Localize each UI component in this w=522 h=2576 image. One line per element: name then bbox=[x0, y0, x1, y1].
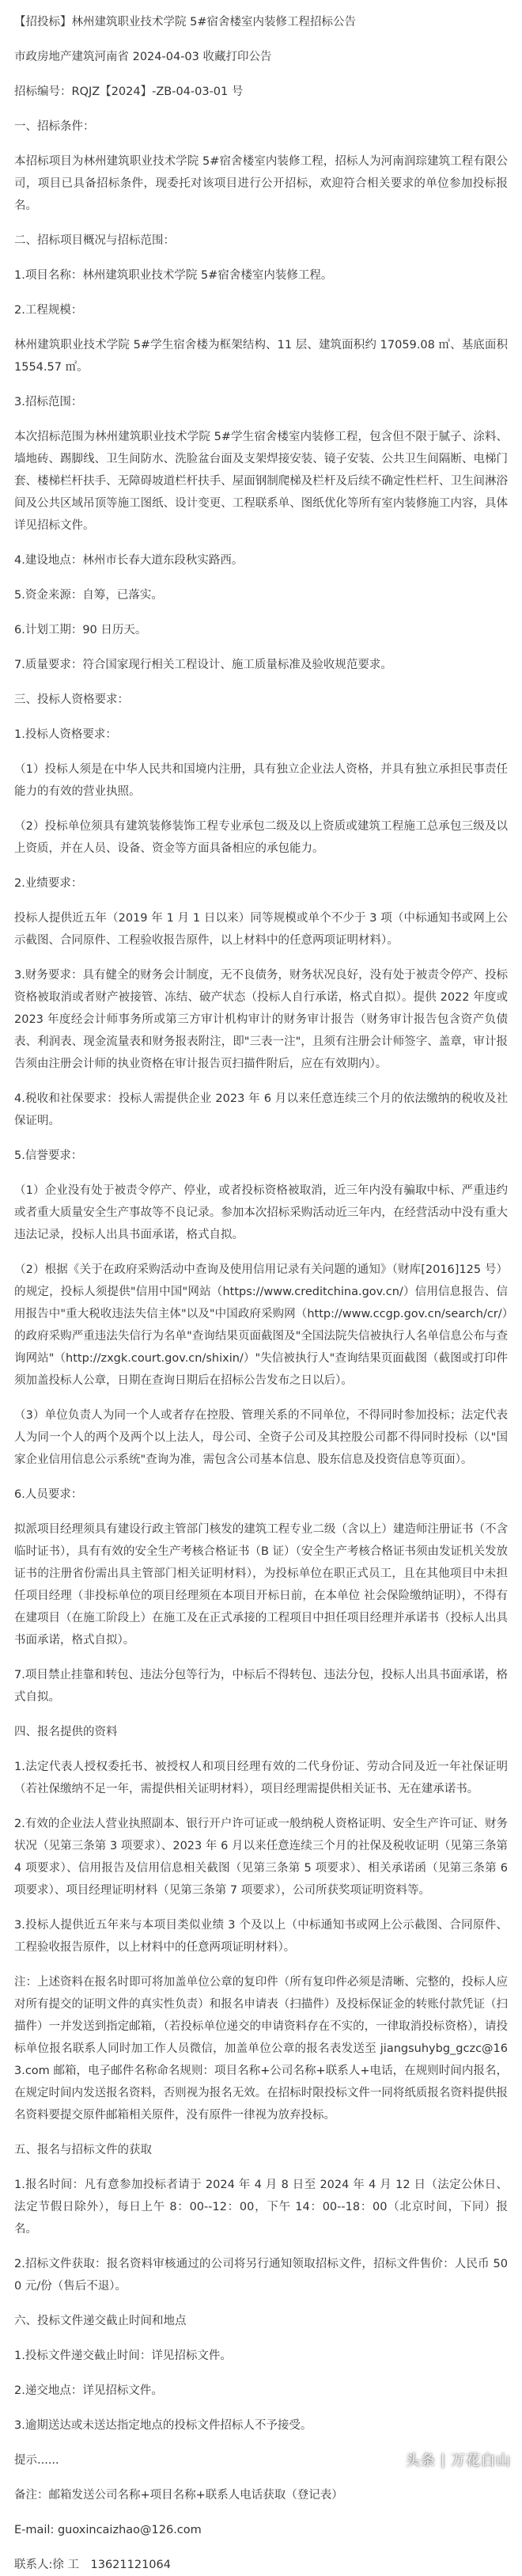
paragraph: 6.人员要求： bbox=[14, 1488, 83, 1501]
paragraph: 7.质量要求：符合国家现行相关工程设计、施工质量标准及验收规范要求。 bbox=[14, 659, 392, 671]
paragraph: （1）投标人须是在中华人民共和国境内注册，具有独立企业法人资格，并具有独立承担民事责任能力的有效的营业执照。 bbox=[14, 763, 508, 798]
watermark-separator: | bbox=[440, 2451, 446, 2468]
paragraph: 投标人提供近五年（2019 年 1 月 1 日以来）同等规模或单个不少于 3 项（中标通知书或网上公示截图、合同原件、工程验收报告原件，以上材料中的任意两项证明材料）。 bbox=[14, 912, 508, 947]
bid-number: 招标编号：RQJZ【2024】-ZB-04-03-01 号 bbox=[14, 85, 244, 98]
paragraph: 4.税收和社保要求：投标人需提供企业 2023 年 6 月以来任意连续三个月的依法缴纳的税收及社保证明。 bbox=[14, 1092, 508, 1127]
paragraph: 6.计划工期：90 日历天。 bbox=[14, 624, 147, 636]
paragraph: 5.信誉要求： bbox=[14, 1149, 83, 1162]
paragraph: 1.项目名称：林州建筑职业技术学院 5#宿舍楼室内装修工程。 bbox=[14, 269, 333, 282]
paragraph: 1.投标人资格要求： bbox=[14, 728, 117, 741]
contact-email: E-mail: guoxincaizhao@126.com bbox=[14, 2524, 202, 2536]
paragraph: （2）投标单位须具有建筑装修装饰工程专业承包二级及以上资质或建筑工程施工总承包三级及以上资质，并在人员、设备、资金等方面具备相应的承包能力。 bbox=[14, 820, 508, 855]
paragraph: 2.递交地点：详见招标文件。 bbox=[14, 2384, 163, 2397]
paragraph: 备注：邮箱发送公司名称+项目名称+联系人电话获取（登记表） bbox=[14, 2489, 343, 2502]
paragraph: 3.招标范围： bbox=[14, 396, 83, 408]
paragraph: （2）根据《关于在政府采购活动中查询及使用信用记录有关问题的通知》（财库[2016]125 号）的规定，投标人须提供"信用中国"网站（https://www.creditchina.gov.cn/）信用信息报告、信用报告中"重大税收违法失信主体"以及"中国政府采购网（http://www.ccgp.gov.cn/search/cr/）的政府采购严重违法失信行为名单"查询结果页面截图及"全国法院失信被执行人名单信息公布与查询网站"（http://zxgk.court.gov.cn/shixin/）"失信被执行人"查询结果页面截图（截图或打印件须加盖投标人公章，日期在查询日期后在招标公告发布之日以后）。 bbox=[14, 1263, 508, 1387]
paragraph: 2.招标文件获取：报名资料审核通过的公司将另行通知领取招标文件，招标文件售价：人民币 500 元/份（售后不退）。 bbox=[14, 2258, 508, 2293]
paragraph: 本次招标范围为林州建筑职业技术学院 5#学生宿舍楼室内装修工程，包含但不限于腻子、涂料、墙地砖、踢脚线、卫生间防水、洗脸盆台面及支架焊接安装、镜子安装、公共卫生间隔断、电梯门套、楼梯栏杆扶手、无障碍坡道栏杆扶手、屋面钢制爬梯及栏杆及后续不确定性栏杆、卫生间淋浴间及公共区域吊顶等施工图纸、设计变更、工程联系单、图纸优化等所有室内装修施工内容，具体详见招标文件。 bbox=[14, 431, 508, 532]
paragraph: 4.建设地点：林州市长春大道东段秋实路西。 bbox=[14, 554, 244, 567]
paragraph: 本招标项目为林州建筑职业技术学院 5#宿舍楼室内装修工程，招标人为河南润琮建筑工程有限公司，项目已具备招标条件，现委托对该项目进行公开招标，欢迎符合相关要求的单位参加投标报名。 bbox=[14, 155, 508, 212]
paragraph: 7.项目禁止挂靠和转包、违法分包等行为，中标后不得转包、违法分包，投标人出具书面承诺，格式自拟。 bbox=[14, 1669, 508, 1704]
section-heading-2: 二、招标项目概况与招标范围： bbox=[14, 234, 175, 247]
section-heading-4: 四、报名提供的资料 bbox=[14, 1726, 118, 1738]
section-heading-5: 五、报名与招标文件的获取 bbox=[14, 2144, 152, 2156]
watermark-right: 万花白山 bbox=[451, 2453, 511, 2469]
doc-meta: 市政房地产建筑河南省 2024-04-03 收藏打印公告 bbox=[14, 51, 272, 63]
paragraph: 3.逾期送达或未送达指定地点的投标文件招标人不予接受。 bbox=[14, 2419, 312, 2432]
paragraph: 5.资金来源：自筹，已落实。 bbox=[14, 589, 163, 602]
paragraph: 拟派项目经理须具有建设行政主管部门核发的建筑工程专业二级（含以上）建造师注册证书（不含临时证书），具有有效的安全生产考核合格证书（B 证）（安全生产考核合格证书须由发证机关发放证书的注册省份需出具主管部门相关证明材料），为投标单位在职正式员工，且在其他项目中未担任项目经理（非投标单位的项目经理须在本项目开标日前，在本单位 社会保险缴纳证明），不得有在建项目（在施工阶段上）在施工及在正式承接的工程项目中担任项目经理并承诺书（投标人出具书面承诺，格式自拟）。 bbox=[14, 1523, 508, 1647]
paragraph: 1.投标文件递交截止时间：详见招标文件。 bbox=[14, 2350, 232, 2362]
paragraph: 林州建筑职业技术学院 5#学生宿舍楼为框架结构、11 层、建筑面积约 17059.08 ㎡、基底面积 1554.57 ㎡。 bbox=[14, 339, 508, 374]
paragraph: 2.业绩要求： bbox=[14, 877, 83, 890]
paragraph: 提示...... bbox=[14, 2454, 59, 2467]
paragraph: 3.财务要求：具有健全的财务会计制度，无不良债务，财务状况良好，没有处于被责令停产、投标资格被取消或者财产被接管、冻结、破产状态（投标人自行承诺，格式自拟）。提供 2022 年度或 2023 年度经会计师事务所或第三方审计机构审计的财务审计报告（财务审计报告包含资产负债表、利润表、现金流量表和财务报表附注，即"三表一注"，且须有注册会计师签字、盖章，审计报告须由注册会计师的执业资格在审计报告页扫描件附后，应在有效期内）。 bbox=[14, 969, 508, 1070]
contact-person: 联系人:徐 工 13621121064 bbox=[14, 2559, 171, 2571]
paragraph: 注：上述资料在报名时即可将加盖单位公章的复印件（所有复印件必须是清晰、完整的，投标人应对所有提交的证明文件的真实性负责）和报名申请表（扫描件）及投标保证金的转账付款凭证（扫描件）一并发送到指定邮箱，（若投标单位递交的申请资料存在不实的，一律取消投标资格），请投标单位报名联系人同时加工作人员微信，加盖单位公章的报名表发送至 jiangsuhybg_gczc@163.com 邮箱，电子邮件名称命名规则：项目名称+公司名称+联系人+电话，在规则时间内报名，在规定时间内发送报名资料，否则视为报名无效。在招标时限投标文件一同将纸质报名资料提供报名资料要提交原件邮箱相关原件，没有原件一律视为放弃投标。 bbox=[14, 1976, 508, 2122]
section-heading-1: 一、招标条件： bbox=[14, 120, 95, 133]
paragraph: 1.法定代表人授权委托书、被授权人和项目经理有效的二代身份证、劳动合同及近一年社保证明（若社保缴纳不足一年，需提供相关证明材料），项目经理需提供相关证书、无在建承诺书。 bbox=[14, 1761, 508, 1795]
watermark bbox=[406, 2449, 511, 2470]
section-heading-6: 六、投标文件递交截止时间和地点 bbox=[14, 2315, 187, 2327]
section-heading-3: 三、投标人资格要求： bbox=[14, 693, 129, 706]
paragraph: 2.工程规模： bbox=[14, 304, 83, 317]
paragraph: （3）单位负责人为同一个人或者存在控股、管理关系的不同单位，不得同时参加投标；法定代表人为同一个人的两个及两个以上法人，母公司、全资子公司及其控股公司都不得同时投标（以"国家企业信用信息公示系统"查询为准，需包含公司基本信息、股东信息及投资信息等页面）。 bbox=[14, 1409, 508, 1466]
doc-title: 【招投标】林州建筑职业技术学院 5#宿舍楼室内装修工程招标公告 bbox=[14, 16, 356, 28]
paragraph: 3.投标人提供近五年来与本项目类似业绩 3 个及以上（中标通知书或网上公示截图、合同原件、工程验收报告原件，以上材料中的任意两项证明材料）。 bbox=[14, 1919, 508, 1954]
paragraph: 2.有效的企业法人营业执照副本、银行开户许可证或一般纳税人资格证明、安全生产许可证、财务状况（见第三条第 3 项要求）、2023 年 6 月以来任意连续三个月的社保及税收证明（见第三条第 4 项要求）、信用报告及信用信息相关截图（见第三条第 5 项要求）、相关承诺函（见第三条第 6 项要求）、项目经理证明材料（见第三条第 7 项要求），公司所获奖项证明资料等。 bbox=[14, 1818, 508, 1897]
paragraph: 1.报名时间：凡有意参加投标者请于 2024 年 4 月 8 日至 2024 年 4 月 12 日（法定公休日、法定节假日除外），每日上午 8：00--12：00，下午 14：00--18：00（北京时间，下同）报名。 bbox=[14, 2179, 508, 2236]
paragraph: （1）企业没有处于被责令停产、停业，或者投标资格被取消，近三年内没有骗取中标、严重违约或者重大质量安全生产事故等不良记录。参加本次招标采购活动近三年内，在经营活动中没有重大违法记录，投标人出具书面承诺，格式自拟。 bbox=[14, 1184, 508, 1241]
watermark-left: 头条 bbox=[405, 2453, 436, 2469]
